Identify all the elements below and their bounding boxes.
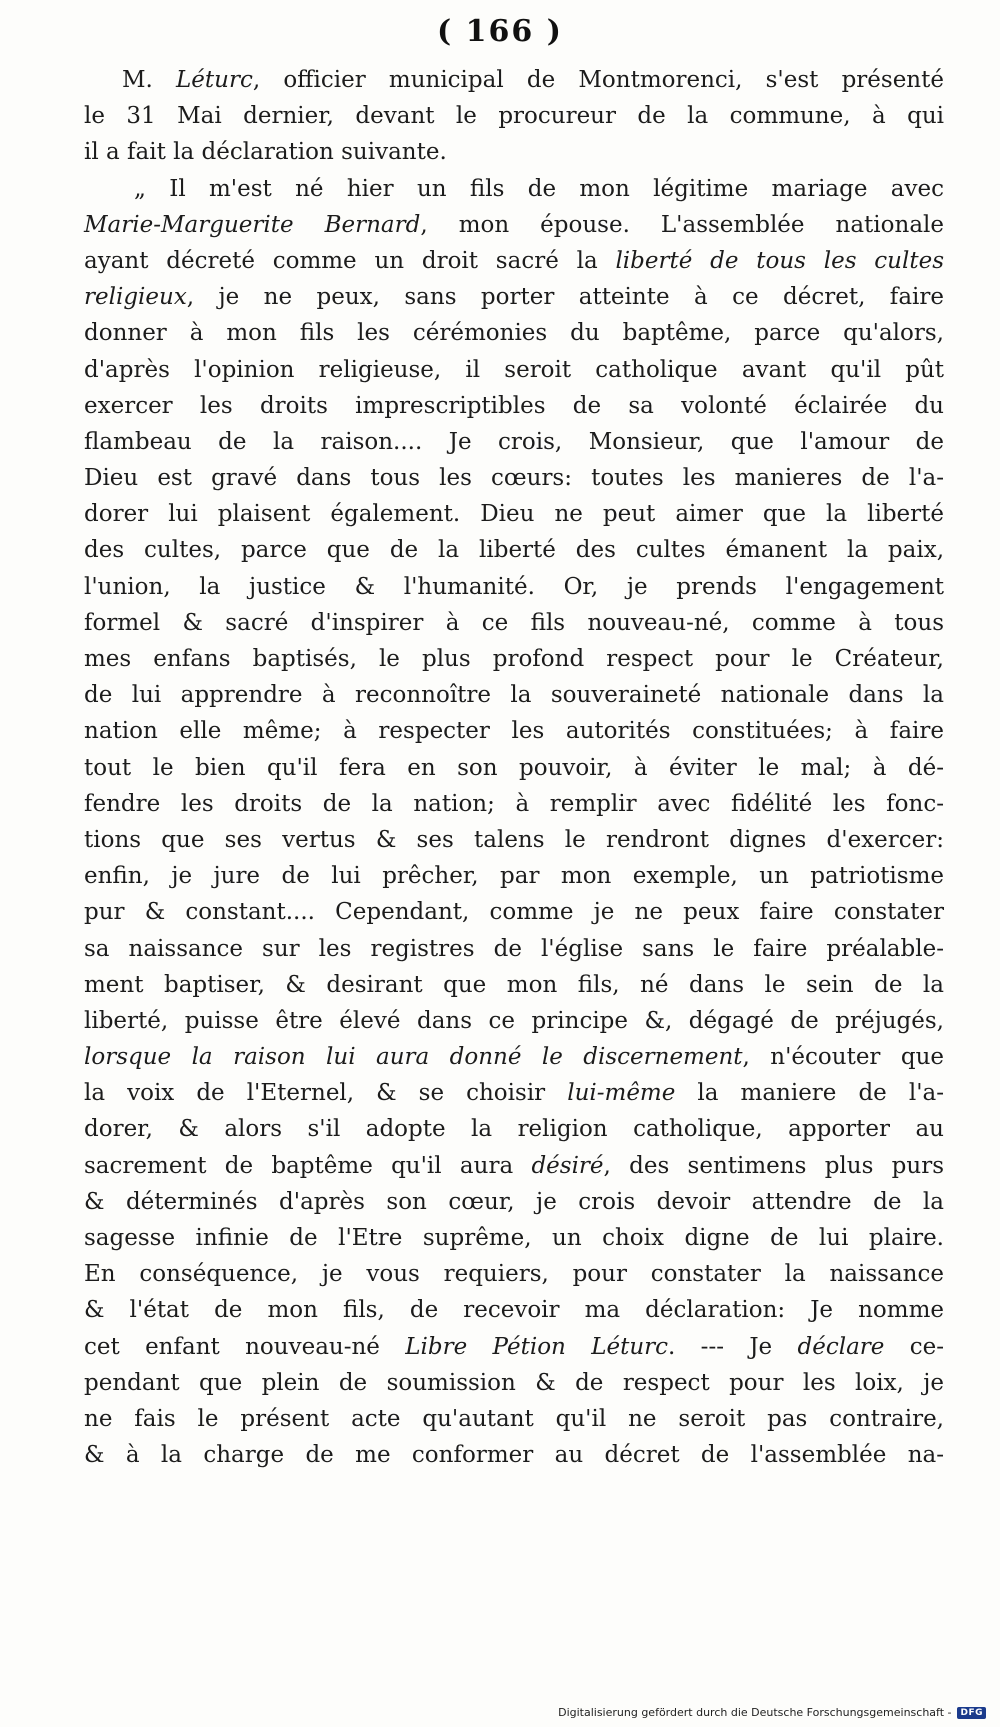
text-line: [84, 1075, 944, 1111]
text-segment: dorer, & alors s'il adopte la religion catholique, apporter au: [84, 1116, 944, 1143]
text-segment: cet enfant nouveau-né: [84, 1333, 406, 1360]
text-segment: de lui apprendre à reconnoître la souveraineté nationale dans la: [84, 682, 944, 709]
text-segment: l'union, la justice & l'humanité. Or, je prends l'engagement: [84, 573, 944, 600]
text-segment: sacrement de baptême qu'il aura: [84, 1152, 532, 1179]
text-segment: sa naissance sur les registres de l'église sans le faire préalable-: [84, 935, 944, 962]
text-segment: exercer les droits imprescriptibles de sa volonté éclairée du: [84, 392, 944, 419]
text-line: [84, 750, 944, 786]
text-line: [84, 171, 944, 207]
text-segment: tout le bien qu'il fera en son pouvoir, à éviter le mal; à dé-: [84, 754, 944, 781]
text-line: [84, 1365, 944, 1401]
text-segment: pendant que plein de soumission & de respect pour les loix, je: [84, 1369, 944, 1396]
text-line: [84, 388, 944, 424]
text-segment: d'après l'opinion religieuse, il seroit catholique avant qu'il pût: [84, 356, 944, 383]
text-segment: ce-: [884, 1333, 944, 1360]
text-segment: mes enfans baptisés, le plus profond respect pour le Créateur,: [84, 646, 944, 672]
text-segment: formel & sacré d'inspirer à ce fils nouveau-né, comme à tous: [84, 609, 944, 636]
body-text: [84, 62, 944, 1473]
italic-text: Libre Pétion Léturc: [405, 1333, 669, 1360]
text-segment: le 31 Mai dernier, devant le procureur de la commune, à qui: [84, 103, 944, 130]
text-segment: Dieu est gravé dans tous les cœurs: toutes les manieres de l'a-: [84, 465, 944, 492]
text-line: [84, 460, 944, 496]
text-line: [84, 134, 944, 170]
text-line: [84, 352, 944, 388]
italic-text: Marie-Marguerite Bernard: [84, 211, 421, 238]
text-line: [84, 279, 944, 315]
italic-text: lorsque la raison lui aura donné le discernement: [84, 1044, 743, 1071]
text-line: [84, 532, 944, 568]
italic-text: lui-même: [567, 1080, 676, 1107]
text-segment: , des sentimens plus purs: [603, 1152, 944, 1179]
text-line: [84, 605, 944, 641]
text-segment: , je ne peux, sans porter atteinte à ce décret, faire: [186, 284, 944, 311]
text-segment: & l'état de mon fils, de recevoir ma déclaration: Je nomme: [84, 1297, 944, 1324]
text-segment: & à la charge de me conformer au décret de l'assemblée na-: [84, 1442, 944, 1469]
text-line: [84, 1329, 944, 1365]
text-line: [84, 315, 944, 351]
text-line: [84, 1401, 944, 1437]
text-segment: tions que ses vertus & ses talens le rendront dignes d'exercer:: [84, 826, 944, 853]
text-line: [84, 1292, 944, 1328]
text-line: [84, 1184, 944, 1220]
text-line: [84, 713, 944, 749]
text-line: [84, 641, 944, 677]
text-segment: flambeau de la raison.... Je crois, Monsieur, que l'amour de: [84, 428, 944, 455]
text-segment: nation elle même; à respecter les autorités constituées; à faire: [84, 718, 944, 745]
text-segment: pur & constant.... Cependant, comme je ne peux faire constater: [84, 899, 944, 926]
text-line: [84, 931, 944, 967]
text-line: [84, 243, 944, 279]
text-line: [84, 1256, 944, 1292]
text-segment: la maniere de l'a-: [675, 1080, 944, 1107]
italic-text: religieux: [84, 284, 187, 311]
text-segment: donner à mon fils les cérémonies du baptême, parce qu'alors,: [84, 320, 944, 347]
text-segment: des cultes, parce que de la liberté des cultes émanent la paix,: [84, 537, 944, 564]
italic-text: déclare: [797, 1333, 885, 1360]
text-line: [84, 1003, 944, 1039]
text-line: [84, 1148, 944, 1184]
text-line: [84, 207, 944, 243]
text-line: [84, 1220, 944, 1256]
italic-text: Léturc: [176, 67, 253, 93]
text-line: [84, 1437, 944, 1473]
text-segment: liberté, puisse être élevé dans ce principe &, dégagé de préjugés,: [84, 1007, 944, 1034]
text-segment: fendre les droits de la nation; à remplir avec fidélité les fonc-: [84, 790, 944, 817]
text-line: [84, 62, 944, 98]
page-number: ( 166 ): [437, 14, 563, 49]
text-segment: , n'écouter que: [742, 1044, 944, 1071]
text-segment: En conséquence, je vous requiers, pour constater la naissance: [84, 1261, 944, 1288]
text-line: [84, 858, 944, 894]
italic-text: liberté de tous les cultes: [615, 247, 944, 274]
text-line: [84, 1039, 944, 1075]
text-line: [84, 98, 944, 134]
text-segment: M.: [122, 67, 177, 93]
text-line: [84, 1111, 944, 1147]
italic-text: désiré: [531, 1152, 604, 1179]
text-segment: la voix de l'Eternel, & se choisir: [84, 1080, 568, 1107]
text-segment: il a fait la déclaration suivante.: [84, 139, 447, 166]
text-segment: dorer lui plaisent également. Dieu ne peut aimer que la liberté: [84, 501, 944, 528]
text-segment: & déterminés d'après son cœur, je crois devoir attendre de la: [84, 1188, 944, 1215]
dfg-logo-icon: DFG: [957, 1707, 986, 1719]
text-segment: „ Il m'est né hier un fils de mon légitime mariage avec: [134, 175, 944, 202]
text-line: [84, 786, 944, 822]
text-segment: ayant décreté comme un droit sacré la: [84, 247, 616, 274]
text-line: [84, 967, 944, 1003]
text-line: [84, 569, 944, 605]
text-line: [84, 822, 944, 858]
credit-text: Digitalisierung gefördert durch die Deutsche Forschungsgemeinschaft -: [558, 1706, 952, 1719]
text-segment: ment baptiser, & desirant que mon fils, né dans le sein de la: [84, 971, 944, 998]
text-segment: enfin, je jure de lui prêcher, par mon exemple, un patriotisme: [84, 863, 944, 890]
text-segment: , mon épouse. L'assemblée nationale: [420, 211, 944, 238]
text-segment: ne fais le présent acte qu'autant qu'il ne seroit pas contraire,: [84, 1405, 944, 1432]
digitization-credit: [558, 1706, 986, 1719]
text-line: [84, 424, 944, 460]
text-line: [84, 677, 944, 713]
text-segment: sagesse infinie de l'Etre suprême, un choix digne de lui plaire.: [84, 1225, 944, 1251]
text-line: [84, 894, 944, 930]
text-segment: , officier municipal de Montmorenci, s'est présenté: [252, 67, 944, 93]
text-segment: . --- Je: [668, 1333, 798, 1360]
text-line: [84, 496, 944, 532]
